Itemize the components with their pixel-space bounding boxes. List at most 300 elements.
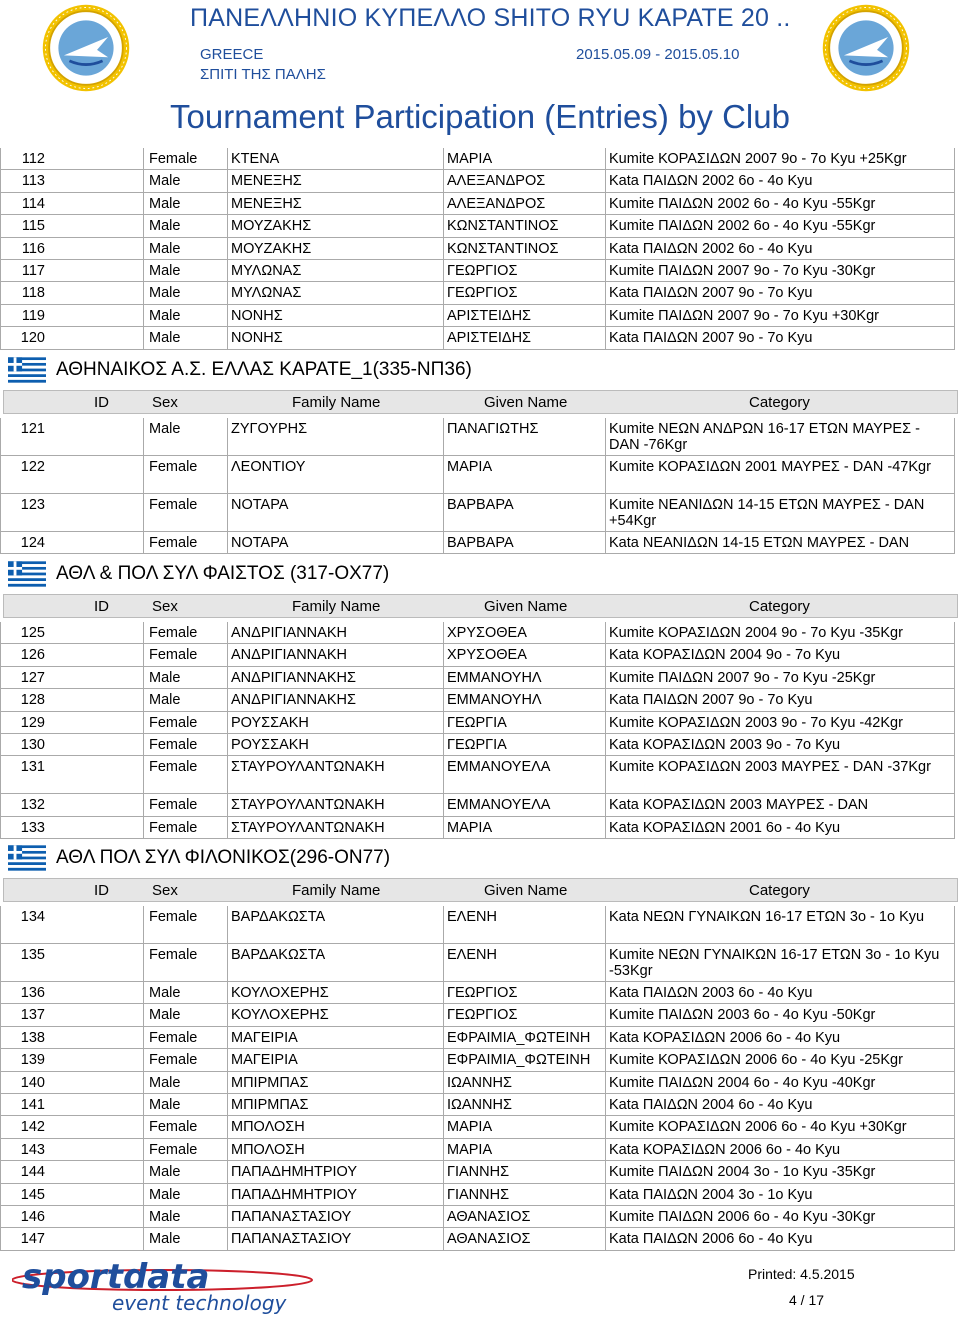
cell-sex: Male — [149, 173, 181, 190]
cell-id: 141 — [20, 1097, 45, 1113]
column-divider — [143, 1116, 144, 1137]
header-sex: Sex — [152, 882, 178, 899]
column-divider — [227, 494, 228, 531]
column-divider — [443, 1094, 444, 1115]
cell-sex: Male — [149, 285, 181, 302]
column-divider — [227, 456, 228, 493]
cell-given-name: ΑΘΑΝΑΣΙΟΣ — [447, 1231, 531, 1248]
column-divider — [954, 1027, 955, 1048]
column-divider — [227, 1049, 228, 1070]
column-divider — [143, 282, 144, 303]
cell-id: 140 — [20, 1074, 45, 1091]
column-divider — [227, 667, 228, 688]
table-row — [0, 982, 955, 1004]
column-divider — [605, 906, 606, 943]
column-divider — [143, 794, 144, 815]
cell-family-name: ΑΝΔΡΙΓΙΑΝΝΑΚΗΣ — [231, 692, 356, 709]
column-divider — [605, 794, 606, 815]
column-divider — [605, 817, 606, 838]
cell-given-name: ΑΡΙΣΤΕΙΔΗΣ — [447, 330, 532, 347]
cell-sex: Male — [149, 692, 181, 709]
column-divider — [605, 667, 606, 688]
column-divider — [143, 456, 144, 493]
column-divider — [443, 327, 444, 348]
column-divider — [605, 1049, 606, 1070]
column-divider — [443, 906, 444, 943]
club-name: ΑΘΛ & ΠΟΛ ΣΥΛ ΦΑΙΣΤΟΣ (317-ΟΧ77) — [56, 563, 390, 584]
column-divider — [227, 1004, 228, 1025]
header-sex: Sex — [152, 598, 178, 615]
cell-given-name: ΑΘΑΝΑΣΙΟΣ — [447, 1209, 531, 1225]
cell-category: Kumite ΝΕΩΝ ΑΝΔΡΩΝ 16-17 ΕΤΩΝ ΜΑΥΡΕΣ - DAN -76Kgr — [609, 421, 920, 453]
cell-id: 121 — [20, 421, 45, 437]
column-divider — [143, 215, 144, 236]
tournament-country: GREECE — [200, 46, 264, 63]
club-name: ΑΘΗΝΑΙΚΟΣ Α.Σ. ΕΛΛΑΣ ΚΑΡΑΤΕ_1(335-ΝΠ36) — [56, 359, 472, 380]
column-divider — [227, 734, 228, 755]
cell-category: Kumite ΝΕΩΝ ΓΥΝΑΙΚΩΝ 16-17 ΕΤΩΝ 3ο - 1ο Kyu -53Kgr — [609, 947, 940, 979]
column-divider — [954, 1072, 955, 1093]
column-divider — [143, 982, 144, 1003]
column-divider — [143, 756, 144, 793]
column-divider — [605, 1116, 606, 1137]
table-row — [0, 689, 955, 711]
table-row — [0, 756, 955, 794]
table-row — [0, 148, 955, 170]
cell-family-name: ΖΥΓΟΥΡΗΣ — [231, 421, 308, 437]
column-divider — [143, 1049, 144, 1070]
column-divider — [954, 193, 955, 214]
cell-id: 124 — [20, 535, 45, 551]
cell-category: Kata ΝΕΩΝ ΓΥΝΑΙΚΩΝ 16-17 ΕΤΩΝ 3ο - 1ο Kyu — [609, 909, 925, 925]
cell-given-name: ΕΦΡΑΙΜΙΑ_ΦΩΤΕΙΝΗ — [447, 1029, 591, 1046]
cell-given-name: ΓΕΩΡΓΙΟΣ — [447, 1007, 518, 1024]
column-divider — [143, 712, 144, 733]
cell-family-name: ΑΝΔΡΙΓΙΑΝΝΑΚΗΣ — [231, 669, 356, 686]
cell-id: 135 — [20, 947, 45, 963]
cell-sex: Male — [149, 240, 181, 257]
cell-id: 125 — [20, 625, 45, 641]
column-divider — [954, 1161, 955, 1182]
cell-id: 145 — [20, 1186, 45, 1203]
cell-id: 137 — [20, 1007, 45, 1024]
column-divider — [954, 305, 955, 326]
column-divider — [954, 327, 955, 348]
cell-family-name: ΣΤΑΥΡΟΥΛΑΝΤΩΝΑΚΗ — [231, 819, 385, 836]
cell-id: 129 — [20, 714, 45, 731]
table-row — [0, 1161, 955, 1183]
column-divider — [443, 215, 444, 236]
cell-id: 132 — [20, 797, 45, 814]
table-row — [0, 238, 955, 260]
column-divider — [605, 193, 606, 214]
column-divider — [605, 1184, 606, 1205]
header-sex: Sex — [152, 394, 178, 411]
table-row — [0, 215, 955, 237]
column-divider — [954, 1116, 955, 1137]
greek-flag-icon — [8, 845, 46, 871]
cell-sex: Male — [149, 1209, 181, 1225]
column-divider — [954, 712, 955, 733]
table-row — [0, 494, 955, 532]
cell-family-name: ΠΑΠΑΔΗΜΗΤΡΙΟΥ — [231, 1164, 358, 1181]
column-divider — [227, 282, 228, 303]
column-divider — [143, 906, 144, 943]
column-divider — [605, 1161, 606, 1182]
cell-family-name: ΣΤΑΥΡΟΥΛΑΝΤΩΝΑΚΗ — [231, 759, 385, 776]
column-divider — [143, 327, 144, 348]
cell-family-name: ΜΠΟΛΟΣΗ — [231, 1119, 305, 1136]
cell-sex: Female — [149, 1029, 198, 1046]
table-row — [0, 1139, 955, 1161]
cell-family-name: ΜΕΝΕΞΗΣ — [231, 173, 302, 190]
column-divider — [443, 1072, 444, 1093]
column-divider — [443, 418, 444, 455]
cell-given-name: ΕΜΜΑΝΟΥΕΛΑ — [447, 797, 551, 814]
column-divider — [227, 944, 228, 981]
cell-given-name: ΕΛΕΝΗ — [447, 909, 497, 925]
cell-id: 119 — [21, 307, 45, 324]
column-divider — [443, 1027, 444, 1048]
header-family-name: Family Name — [292, 598, 381, 615]
cell-sex: Female — [149, 947, 198, 963]
table-row — [0, 456, 955, 494]
column-divider — [954, 418, 955, 455]
header-given-name: Given Name — [484, 882, 568, 899]
cell-given-name: ΜΑΡΙΑ — [447, 459, 493, 475]
cell-category: Kata ΝΕΑΝΙΔΩΝ 14-15 ΕΤΩΝ ΜΑΥΡΕΣ - DAN — [609, 535, 910, 551]
cell-given-name: ΚΩΝΣΤΑΝΤΙΝΟΣ — [447, 218, 559, 235]
cell-sex: Female — [149, 737, 198, 753]
column-divider — [143, 1027, 144, 1048]
cell-category: Kumite ΝΕΑΝΙΔΩΝ 14-15 ΕΤΩΝ ΜΑΥΡΕΣ - DAN +54Kgr — [609, 497, 925, 529]
cell-id: 133 — [20, 819, 45, 836]
table-row — [0, 193, 955, 215]
cell-category: Kata ΠΑΙΔΩΝ 2007 9ο - 7ο Kyu — [609, 285, 813, 302]
cell-given-name: ΓΕΩΡΓΙΟΣ — [447, 985, 518, 1001]
cell-sex: Female — [149, 714, 198, 731]
cell-category: Kata ΚΟΡΑΣΙΔΩΝ 2004 9ο - 7ο Kyu — [609, 647, 841, 664]
tournament-title: ΠΑΝΕΛΛΗΝΙΟ ΚΥΠΕΛΛΟ SHITO RYU ΚΑΡΑΤΕ 20 .. — [190, 4, 791, 32]
cell-given-name: ΧΡΥΣΟΘΕΑ — [447, 625, 527, 641]
cell-given-name: ΑΡΙΣΤΕΙΔΗΣ — [447, 307, 532, 324]
svg-text:event technology: event technology — [112, 1291, 287, 1314]
column-divider — [605, 418, 606, 455]
cell-family-name: ΡΟΥΣΣΑΚΗ — [231, 737, 309, 753]
column-divider — [954, 644, 955, 665]
table-row — [0, 667, 955, 689]
column-divider — [443, 1228, 444, 1249]
cell-sex: Male — [149, 669, 181, 686]
cell-sex: Female — [149, 151, 198, 167]
column-divider — [605, 148, 606, 169]
column-divider — [443, 282, 444, 303]
column-divider — [227, 794, 228, 815]
cell-sex: Male — [149, 307, 181, 324]
column-divider — [227, 1228, 228, 1249]
cell-family-name: ΠΑΠΑΝΑΣΤΑΣΙΟΥ — [231, 1231, 352, 1248]
cell-category: Kumite ΠΑΙΔΩΝ 2002 6ο - 4ο Kyu -55Kgr — [609, 218, 876, 235]
cell-category: Kumite ΚΟΡΑΣΙΔΩΝ 2007 9ο - 7ο Kyu +25Kgr — [609, 151, 907, 167]
table-row — [0, 1027, 955, 1049]
cell-given-name: ΜΑΡΙΑ — [447, 819, 493, 836]
column-divider — [143, 1094, 144, 1115]
cell-sex: Female — [149, 759, 198, 776]
tournament-dates: 2015.05.09 - 2015.05.10 — [576, 46, 740, 63]
column-divider — [605, 1139, 606, 1160]
column-divider — [954, 734, 955, 755]
cell-family-name: ΒΑΡΔΑΚΩΣΤΑ — [231, 947, 326, 963]
cell-family-name: ΜΠΙΡΜΠΑΣ — [231, 1074, 309, 1091]
column-divider — [443, 170, 444, 191]
header-category: Category — [749, 598, 810, 615]
cell-id: 130 — [20, 737, 45, 753]
column-divider — [143, 817, 144, 838]
column-divider — [143, 1206, 144, 1227]
cell-given-name: ΕΛΕΝΗ — [447, 947, 497, 963]
column-divider — [605, 282, 606, 303]
column-divider — [143, 494, 144, 531]
column-divider — [605, 622, 606, 643]
cell-sex: Male — [149, 195, 181, 212]
column-divider — [143, 1072, 144, 1093]
cell-id: 134 — [20, 909, 45, 925]
cell-sex: Female — [149, 797, 198, 814]
column-divider — [143, 667, 144, 688]
cell-given-name: ΕΜΜΑΝΟΥΗΛ — [447, 669, 542, 686]
column-divider — [143, 1139, 144, 1160]
cell-id: 115 — [21, 218, 45, 235]
cell-id: 143 — [20, 1141, 45, 1158]
column-divider — [227, 1161, 228, 1182]
cell-family-name: ΜΥΛΩΝΑΣ — [231, 263, 302, 279]
cell-category: Kumite ΚΟΡΑΣΙΔΩΝ 2003 ΜΑΥΡΕΣ - DAN -37Kgr — [609, 759, 931, 776]
column-divider — [443, 712, 444, 733]
column-divider — [605, 1094, 606, 1115]
cell-category: Kumite ΚΟΡΑΣΙΔΩΝ 2001 ΜΑΥΡΕΣ - DAN -47Kgr — [609, 459, 931, 475]
column-divider — [954, 494, 955, 531]
cell-family-name: ΣΤΑΥΡΟΥΛΑΝΤΩΝΑΚΗ — [231, 797, 385, 814]
cell-category: Kumite ΠΑΙΔΩΝ 2007 9ο - 7ο Kyu -25Kgr — [609, 669, 876, 686]
page-number: 4 / 17 — [789, 1292, 825, 1308]
cell-category: Kumite ΠΑΙΔΩΝ 2007 9ο - 7ο Kyu +30Kgr — [609, 307, 879, 324]
cell-sex: Female — [149, 819, 198, 836]
cell-given-name: ΑΛΕΞΑΝΔΡΟΣ — [447, 195, 546, 212]
column-divider — [954, 1228, 955, 1249]
column-divider — [143, 734, 144, 755]
header-given-name: Given Name — [484, 394, 568, 411]
cell-family-name: ΜΕΝΕΞΗΣ — [231, 195, 302, 212]
column-divider — [227, 1184, 228, 1205]
column-divider — [143, 1161, 144, 1182]
cell-category: Kata ΠΑΙΔΩΝ 2002 6ο - 4ο Kyu — [609, 173, 813, 190]
cell-given-name: ΜΑΡΙΑ — [447, 1119, 493, 1136]
column-divider — [954, 1004, 955, 1025]
column-divider — [443, 944, 444, 981]
cell-given-name: ΓΙΑΝΝΗΣ — [447, 1164, 510, 1181]
federation-seal-icon — [818, 2, 914, 94]
cell-category: Kata ΚΟΡΑΣΙΔΩΝ 2003 ΜΑΥΡΕΣ - DAN — [609, 797, 869, 814]
column-divider — [443, 756, 444, 793]
column-divider — [443, 1004, 444, 1025]
column-divider — [143, 689, 144, 710]
cell-given-name: ΜΑΡΙΑ — [447, 1141, 493, 1158]
table-header — [3, 878, 958, 902]
column-divider — [954, 1049, 955, 1070]
column-divider — [143, 622, 144, 643]
column-divider — [227, 1206, 228, 1227]
column-divider — [143, 1184, 144, 1205]
cell-family-name: ΝΟΝΗΣ — [231, 307, 283, 324]
cell-sex: Female — [149, 1052, 198, 1069]
cell-given-name: ΕΜΜΑΝΟΥΗΛ — [447, 692, 542, 709]
column-divider — [143, 193, 144, 214]
column-divider — [227, 532, 228, 553]
cell-given-name: ΜΑΡΙΑ — [447, 151, 493, 167]
column-divider — [143, 170, 144, 191]
column-divider — [954, 622, 955, 643]
column-divider — [143, 260, 144, 281]
column-divider — [443, 305, 444, 326]
cell-category: Kumite ΠΑΙΔΩΝ 2006 6ο - 4ο Kyu -30Kgr — [609, 1209, 876, 1225]
column-divider — [443, 667, 444, 688]
column-divider — [605, 756, 606, 793]
column-divider — [443, 1161, 444, 1182]
column-divider — [443, 644, 444, 665]
column-divider — [605, 1004, 606, 1025]
column-divider — [443, 817, 444, 838]
greek-flag-icon — [8, 357, 46, 383]
cell-id: 114 — [21, 195, 45, 212]
column-divider — [954, 260, 955, 281]
cell-family-name: ΒΑΡΔΑΚΩΣΤΑ — [231, 909, 326, 925]
column-divider — [954, 756, 955, 793]
cell-sex: Male — [149, 985, 181, 1001]
column-divider — [443, 238, 444, 259]
column-divider — [227, 193, 228, 214]
table-row — [0, 734, 955, 756]
cell-family-name: ΑΝΔΡΙΓΙΑΝΝΑΚΗ — [231, 647, 347, 664]
table-row — [0, 1116, 955, 1138]
cell-category: Kumite ΚΟΡΑΣΙΔΩΝ 2006 6ο - 4ο Kyu +30Kgr — [609, 1119, 907, 1136]
cell-family-name: ΜΥΛΩΝΑΣ — [231, 285, 302, 302]
cell-category: Kata ΠΑΙΔΩΝ 2007 9ο - 7ο Kyu — [609, 330, 813, 347]
column-divider — [143, 1004, 144, 1025]
column-divider — [227, 305, 228, 326]
cell-family-name: ΠΑΠΑΔΗΜΗΤΡΙΟΥ — [231, 1186, 358, 1203]
greek-flag-icon — [8, 561, 46, 587]
column-divider — [954, 667, 955, 688]
column-divider — [605, 327, 606, 348]
cell-sex: Male — [149, 1231, 181, 1248]
cell-sex: Male — [149, 1007, 181, 1024]
table-row — [0, 712, 955, 734]
cell-category: Kata ΠΑΙΔΩΝ 2004 6ο - 4ο Kyu — [609, 1097, 813, 1113]
cell-id: 147 — [20, 1231, 45, 1248]
column-divider — [227, 1072, 228, 1093]
table-row — [0, 906, 955, 944]
column-divider — [443, 532, 444, 553]
table-row — [0, 418, 955, 456]
column-divider — [954, 817, 955, 838]
column-divider — [143, 305, 144, 326]
cell-given-name: ΕΜΜΑΝΟΥΕΛΑ — [447, 759, 551, 776]
cell-category: Kumite ΠΑΙΔΩΝ 2007 9ο - 7ο Kyu -30Kgr — [609, 263, 876, 279]
column-divider — [605, 1027, 606, 1048]
column-divider — [605, 305, 606, 326]
cell-given-name: ΓΕΩΡΓΙΟΣ — [447, 263, 518, 279]
column-divider — [443, 622, 444, 643]
cell-id: 139 — [20, 1052, 45, 1069]
column-divider — [227, 238, 228, 259]
printed-date: Printed: 4.5.2015 — [748, 1266, 855, 1282]
cell-sex: Male — [149, 263, 181, 279]
column-divider — [605, 734, 606, 755]
column-divider — [143, 238, 144, 259]
cell-given-name: ΓΕΩΡΓΙΑ — [447, 737, 507, 753]
column-divider — [227, 712, 228, 733]
cell-sex: Male — [149, 1097, 181, 1113]
column-divider — [954, 1184, 955, 1205]
cell-family-name: ΚΟΥΛΟΧΕΡΗΣ — [231, 1007, 329, 1024]
header-family-name: Family Name — [292, 394, 381, 411]
cell-category: Kumite ΠΑΙΔΩΝ 2002 6ο - 4ο Kyu -55Kgr — [609, 195, 876, 212]
cell-given-name: ΕΦΡΑΙΜΙΑ_ΦΩΤΕΙΝΗ — [447, 1052, 591, 1069]
cell-sex: Male — [149, 1186, 181, 1203]
column-divider — [227, 689, 228, 710]
cell-given-name: ΙΩΑΝΝΗΣ — [447, 1097, 512, 1113]
column-divider — [605, 644, 606, 665]
column-divider — [227, 260, 228, 281]
header-family-name: Family Name — [292, 882, 381, 899]
svg-text:sportdata: sportdata — [22, 1262, 210, 1297]
column-divider — [954, 982, 955, 1003]
cell-sex: Female — [149, 459, 198, 475]
column-divider — [227, 327, 228, 348]
column-divider — [227, 756, 228, 793]
column-divider — [443, 734, 444, 755]
cell-family-name: ΝΟΤΑΡΑ — [231, 535, 289, 551]
column-divider — [443, 193, 444, 214]
cell-sex: Male — [149, 421, 181, 437]
column-divider — [605, 1206, 606, 1227]
cell-id: 112 — [21, 151, 45, 167]
cell-category: Kata ΚΟΡΑΣΙΔΩΝ 2003 9ο - 7ο Kyu — [609, 737, 841, 753]
cell-category: Kumite ΠΑΙΔΩΝ 2004 6ο - 4ο Kyu -40Kgr — [609, 1074, 876, 1091]
column-divider — [605, 532, 606, 553]
table-row — [0, 622, 955, 644]
cell-given-name: ΒΑΡΒΑΡΑ — [447, 535, 514, 551]
column-divider — [954, 148, 955, 169]
table-row — [0, 1072, 955, 1094]
column-divider — [605, 982, 606, 1003]
cell-category: Kumite ΚΟΡΑΣΙΔΩΝ 2006 6ο - 4ο Kyu -25Kgr — [609, 1052, 903, 1069]
column-divider — [143, 944, 144, 981]
cell-category: Kata ΚΟΡΑΣΙΔΩΝ 2006 6ο - 4ο Kyu — [609, 1029, 841, 1046]
column-divider — [227, 148, 228, 169]
column-divider — [443, 794, 444, 815]
cell-family-name: ΜΠΙΡΜΠΑΣ — [231, 1097, 309, 1113]
column-divider — [605, 1072, 606, 1093]
column-divider — [443, 1184, 444, 1205]
column-divider — [954, 906, 955, 943]
club-name: ΑΘΛ ΠΟΛ ΣΥΛ ΦΙΛΟΝΙΚΟΣ(296-ΟΝ77) — [56, 847, 391, 868]
column-divider — [143, 418, 144, 455]
cell-given-name: ΑΛΕΞΑΝΔΡΟΣ — [447, 173, 546, 190]
column-divider — [143, 148, 144, 169]
table-row — [0, 327, 955, 349]
column-divider — [227, 982, 228, 1003]
